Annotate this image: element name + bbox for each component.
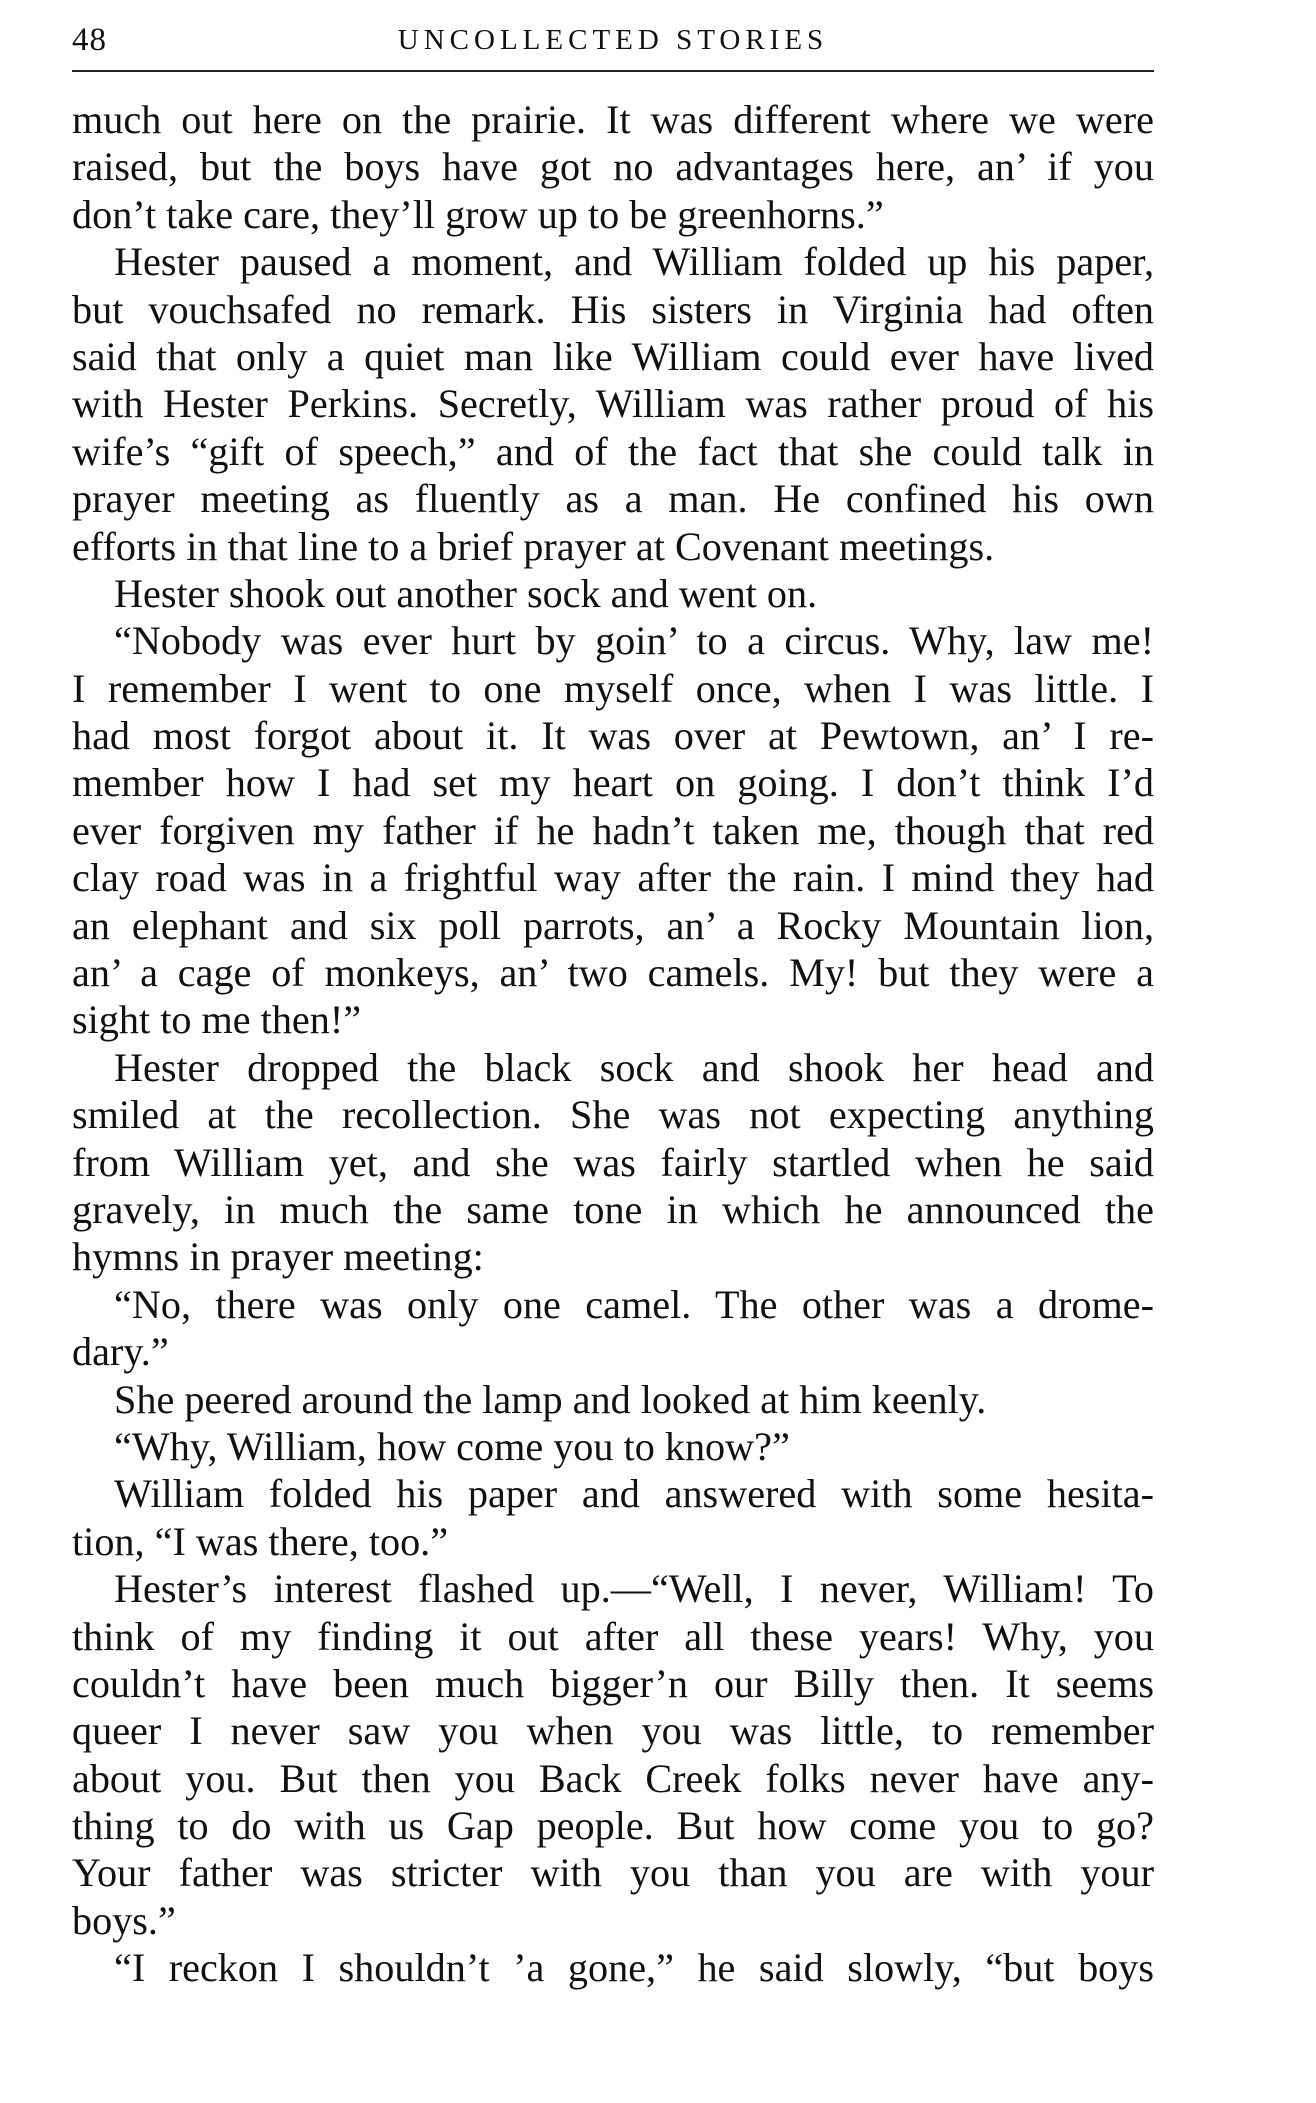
text-line: from William yet, and she was fairly startled when he said: [72, 1139, 1154, 1185]
text-line: wife’s “gift of speech,” and of the fact that she could talk in: [72, 428, 1154, 474]
text-line: dary.”: [72, 1329, 169, 1375]
text-line: efforts in that line to a brief prayer at Covenant meetings.: [72, 523, 995, 569]
text-line: clay road was in a frightful way after the rain. I mind they had: [72, 855, 1154, 901]
text-line: Hester paused a moment, and William folded up his paper,: [114, 239, 1154, 285]
text-line: William folded his paper and answered with some hesita-: [114, 1471, 1154, 1517]
text-line: hymns in prayer meeting:: [72, 1234, 484, 1280]
text-line: She peered around the lamp and looked at him keenly.: [114, 1376, 987, 1422]
text-line: “Why, William, how come you to know?”: [114, 1423, 790, 1469]
running-head: UNCOLLECTED STORIES: [397, 24, 829, 56]
text-line: don’t take care, they’ll grow up to be greenhorns.”: [72, 191, 884, 237]
page-number: 48: [72, 22, 107, 58]
text-line: about you. But then you Back Creek folks never have any-: [72, 1755, 1154, 1801]
text-line: ever forgiven my father if he hadn’t taken me, though that red: [72, 807, 1154, 853]
text-line: boys.”: [72, 1897, 176, 1943]
text-line: thing to do with us Gap people. But how come you to go?: [72, 1803, 1154, 1849]
text-line: sight to me then!”: [72, 997, 362, 1043]
text-line: an elephant and six poll parrots, an’ a Rocky Mountain lion,: [72, 902, 1154, 948]
text-line: Hester dropped the black sock and shook her head and: [114, 1044, 1154, 1090]
text-line: with Hester Perkins. Secretly, William was rather proud of his: [72, 381, 1154, 427]
text-line: “No, there was only one camel. The other was a drome-: [114, 1281, 1154, 1327]
text-line: much out here on the prairie. It was different where we were: [72, 97, 1154, 142]
body-text: [72, 96, 1154, 1992]
text-line: raised, but the boys have got no advantages here, an’ if you: [72, 144, 1154, 190]
text-line: smiled at the recollection. She was not expecting anything: [72, 1092, 1154, 1138]
text-line: Hester’s interest flashed up.—“Well, I never, William! To: [114, 1566, 1154, 1612]
text-line: an’ a cage of monkeys, an’ two camels. My! but they were a: [72, 950, 1154, 996]
text-line: member how I had set my heart on going. I don’t think I’d: [72, 760, 1154, 806]
text-line: Your father was stricter with you than you are with your: [72, 1850, 1154, 1896]
text-line: said that only a quiet man like William could ever have lived: [72, 333, 1154, 379]
text-line: tion, “I was there, too.”: [72, 1518, 449, 1564]
page-header: [72, 14, 1154, 72]
text-line: I remember I went to one myself once, when I was little. I: [72, 665, 1154, 711]
text-line: “I reckon I shouldn’t ’a gone,” he said slowly, “but boys: [114, 1945, 1154, 1991]
text-line: “Nobody was ever hurt by goin’ to a circus. Why, law me!: [114, 618, 1154, 664]
text-line: prayer meeting as fluently as a man. He confined his own: [72, 476, 1154, 522]
text-line: had most forgot about it. It was over at Pewtown, an’ I re-: [72, 713, 1154, 759]
text-line: gravely, in much the same tone in which he announced the: [72, 1186, 1154, 1232]
text-line: Hester shook out another sock and went on.: [114, 570, 818, 616]
text-line: but vouchsafed no remark. His sisters in Virginia had often: [72, 286, 1154, 332]
text-line: queer I never saw you when you was little, to remember: [72, 1708, 1154, 1754]
text-line: couldn’t have been much bigger’n our Billy then. It seems: [72, 1660, 1154, 1706]
text-line: think of my finding it out after all these years! Why, you: [72, 1613, 1154, 1659]
